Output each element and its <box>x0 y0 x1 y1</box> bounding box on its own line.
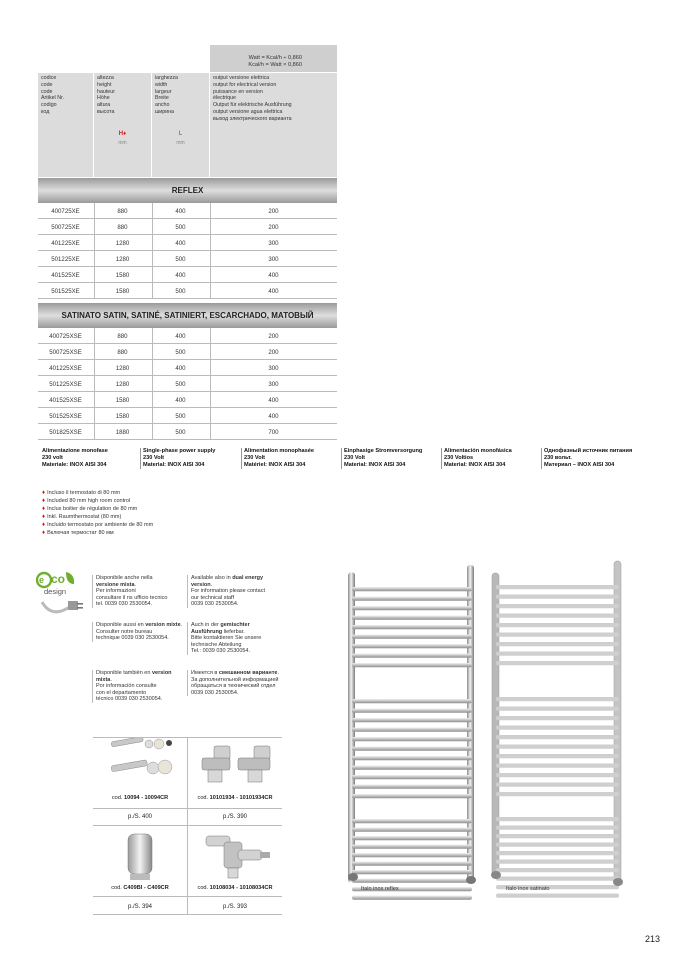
radiator-bar <box>496 707 619 711</box>
power-de-l1: Einphasige Stromversorgung <box>344 448 423 454</box>
header-height-column <box>94 73 151 177</box>
radiator-bar <box>352 635 472 639</box>
power-it-l3: Materiale: INOX AISI 304 <box>42 462 107 468</box>
cell-output: 400 <box>268 413 279 420</box>
header-code-de: Artikel Nr. <box>41 95 64 102</box>
cell-height: 1280 <box>115 256 130 263</box>
eco-de-tail: lieferbar. <box>222 628 245 635</box>
header-output-en: output for electrical version <box>213 81 277 88</box>
cell-code: 501525XSE <box>49 413 82 420</box>
eco-it-lead: Disponibile anche nella <box>96 575 153 581</box>
conversion-box <box>210 45 337 72</box>
radiator-bar <box>496 792 619 796</box>
section-title-reflex: REFLEX <box>38 178 337 203</box>
header-code-en: code <box>41 81 53 88</box>
power-de-l2: 230 Volt <box>344 455 366 461</box>
header-code-column <box>38 73 93 177</box>
accessory-code-1: cod. 10094 - 10094CR <box>111 795 169 801</box>
cell-output: 200 <box>268 208 279 215</box>
cell-width: 400 <box>175 240 186 247</box>
radiator-bar <box>496 826 619 830</box>
bullet-text: Включая термостат 80 мм <box>47 530 114 536</box>
cell-width: 500 <box>175 349 186 356</box>
radiator-bar <box>352 896 472 900</box>
bullet-text: Incluido termostato por ambiente de 80 mm <box>47 522 154 528</box>
diamond-icon: ♦ <box>42 530 46 536</box>
cell-height: 880 <box>117 349 128 356</box>
header-height-en: height <box>97 81 112 88</box>
cell-output: 400 <box>268 272 279 279</box>
cell-output: 300 <box>268 256 279 263</box>
radiator-bar <box>496 633 619 637</box>
power-it-l2: 230 volt <box>42 455 63 461</box>
eco-it-bold: versione mista <box>96 581 135 588</box>
cell-output: 200 <box>268 333 279 340</box>
cell-width: 500 <box>175 381 186 388</box>
accessory-page-3: p./S. 394 <box>127 904 153 910</box>
cell-code: 501525XE <box>51 288 80 295</box>
eco-info-it <box>92 575 186 608</box>
eco-de-body-2: technische Abteilung <box>191 641 242 648</box>
header-height-es: altura <box>97 102 111 109</box>
cell-code: 501225XSE <box>49 381 82 388</box>
conversion-line-2: Kcal/h = Watt × 0,860 <box>248 62 302 68</box>
header-width-fr: largeur <box>155 88 172 95</box>
cell-code: 500725XE <box>51 224 80 231</box>
eco-de-body-3: Tel.: 0039 030 2530054. <box>191 648 251 655</box>
header-width-ru: ширина <box>155 108 174 115</box>
svg-text:e: e <box>39 575 45 585</box>
power-it <box>40 448 135 469</box>
svg-text:design: design <box>44 587 67 596</box>
cell-code: 501225XE <box>51 256 80 263</box>
header-code-fr: code <box>41 88 53 95</box>
cell-height: 1280 <box>115 365 130 372</box>
cell-width: 400 <box>175 208 186 215</box>
table-row <box>38 424 337 440</box>
radiator-bar <box>496 783 619 787</box>
diamond-icon: ♦ <box>42 514 46 520</box>
bullet-en <box>42 498 130 504</box>
radiator-bar <box>352 879 472 883</box>
cell-code: 401525XE <box>51 272 80 279</box>
radiator-bar <box>352 663 472 667</box>
cell-height: 1580 <box>115 397 130 404</box>
bullet-ru <box>42 530 114 536</box>
radiator-bar <box>352 587 472 591</box>
radiator-bar <box>352 644 472 648</box>
radiator-bar <box>496 661 619 665</box>
diamond-icon: ♦ <box>42 498 46 504</box>
bullet-it <box>42 490 120 496</box>
cell-width: 400 <box>175 397 186 404</box>
bullet-fr <box>42 506 137 512</box>
accessory-page-4: p./S. 393 <box>222 904 248 910</box>
radiator-bar <box>496 843 619 847</box>
bullet-text: Included 80 mm high room control <box>47 498 131 504</box>
cell-code: 500725XSE <box>49 349 82 356</box>
eco-info-en <box>187 575 281 608</box>
header-width-column <box>152 73 209 177</box>
radiator-bar <box>352 597 472 601</box>
header-output-ru: выход электрического варианта <box>213 115 292 122</box>
header-code-es: codigo <box>41 102 57 109</box>
table-divider <box>152 328 153 440</box>
radiator-bar <box>352 794 472 798</box>
cell-width: 500 <box>175 256 186 263</box>
table-row <box>38 328 337 344</box>
radiator-bar <box>496 604 619 608</box>
header-output-de: Output für elektrische Ausführung <box>213 102 292 109</box>
cell-width: 500 <box>175 288 186 295</box>
header-output-it: output versione elettrica <box>213 75 270 81</box>
radiator-bar <box>496 817 619 821</box>
radiator-bar <box>496 595 619 599</box>
radiator-bar <box>496 697 619 701</box>
eco-design-logo <box>36 568 88 620</box>
header-width-es: ancho <box>155 102 170 109</box>
radiator-bar <box>352 616 472 620</box>
cell-height: 1580 <box>115 288 130 295</box>
radiator-bar <box>496 614 619 618</box>
radiator-bar <box>352 870 472 874</box>
table-row <box>38 392 337 408</box>
cell-height: 880 <box>117 208 128 215</box>
header-width-de: Breite <box>155 95 169 102</box>
eco-es-bold: version mixta <box>96 670 172 683</box>
cell-output: 700 <box>268 429 279 436</box>
eco-es-body-1: Por información consulte <box>96 683 157 690</box>
radiator-bar <box>352 756 472 760</box>
power-es-l1: Alimentación monofásica <box>444 448 512 454</box>
eco-info-ru <box>187 670 281 696</box>
cell-width: 400 <box>175 333 186 340</box>
header-output-es: output versione agua elettrica <box>213 108 283 115</box>
eco-en-body-1: For information please contact <box>191 588 265 595</box>
eco-de-lead: Auch in der <box>191 622 219 628</box>
header-output-fr2: électrique <box>213 95 236 102</box>
header-height-fr: hauteur <box>97 88 115 95</box>
table-row <box>38 344 337 360</box>
cell-width: 400 <box>175 272 186 279</box>
power-fr-l3: Matériel: INOX AISI 304 <box>244 462 306 468</box>
table-row <box>38 251 337 267</box>
bullet-text: Inclus boitier de régulation de 80 mm <box>47 506 138 512</box>
radiator-bar <box>352 766 472 770</box>
power-ru-l1: Однофазный источник питания <box>544 448 633 454</box>
radiator-bar <box>496 726 619 730</box>
dual-valve-image <box>202 828 277 884</box>
table-row <box>38 283 337 299</box>
height-symbol: H♦ <box>118 131 127 137</box>
power-es <box>441 448 536 469</box>
eco-fr-bold: version mixte <box>145 622 181 628</box>
table-divider <box>94 203 95 299</box>
eco-es-body-2: con el departamento <box>96 689 147 696</box>
cell-code: 401225XSE <box>49 365 82 372</box>
radiator-bar <box>496 652 619 656</box>
eco-it-body-2: consultare il ns ufficio tecnico <box>96 594 168 601</box>
header-height-de: Höhe <box>97 95 110 102</box>
eco-es-tail: . <box>110 676 112 683</box>
table-divider <box>210 328 211 440</box>
spec-table-header <box>38 45 337 177</box>
page-number: 213 <box>645 934 661 944</box>
accessory-page-1: p./S. 400 <box>127 814 153 820</box>
eco-ru-body-2: обращаться в технический отдел <box>191 683 276 690</box>
power-en-l2: 230 Volt <box>143 455 165 461</box>
cell-output: 300 <box>268 365 279 372</box>
valve-accessory-image <box>105 738 180 790</box>
radiator-bar <box>496 745 619 749</box>
radiator-bar <box>496 860 619 864</box>
cell-width: 500 <box>175 224 186 231</box>
radiator-bar <box>352 699 472 703</box>
radiator-bar <box>496 851 619 855</box>
width-unit: mm <box>176 140 185 146</box>
bullet-de <box>42 514 121 520</box>
radiator-bar <box>496 754 619 758</box>
cell-output: 300 <box>268 381 279 388</box>
section-title-satin: SATINATO SATIN, SATINÉ, SATINIERT, ESCARCHADO, МАТОВЫЙ <box>38 303 337 328</box>
accessory-code-2: cod. 10101934 - 10101934CR <box>197 795 273 801</box>
radiator-bar <box>352 728 472 732</box>
header-output-fr: puissance en version <box>213 88 263 95</box>
radiator-bar <box>352 862 472 866</box>
radiator-bar <box>352 819 472 823</box>
cell-height: 1280 <box>115 381 130 388</box>
cell-output: 300 <box>268 240 279 247</box>
table-row <box>38 408 337 424</box>
photo-caption-satinato: Italo inox satinato <box>506 886 550 892</box>
header-width-en: width <box>155 81 168 88</box>
accessory-code-3: cod. C409BI - C409CR <box>111 885 169 891</box>
radiator-bar <box>496 868 619 872</box>
cell-width: 500 <box>175 413 186 420</box>
radiator-bar <box>496 834 619 838</box>
radiator-bar <box>352 654 472 658</box>
radiator-bar <box>352 718 472 722</box>
table-divider <box>152 203 153 299</box>
table-row <box>38 376 337 392</box>
header-code-it: codice <box>41 75 57 81</box>
radiator-bar <box>352 709 472 713</box>
eco-en-tail: . <box>210 581 213 588</box>
cell-width: 400 <box>175 365 186 372</box>
accessory-page-2: p./S. 390 <box>222 814 248 820</box>
diamond-icon: ♦ <box>42 506 46 512</box>
cell-code: 401225XE <box>51 240 80 247</box>
cell-height: 880 <box>117 333 128 340</box>
eco-en-body-2: our technical staff <box>191 594 235 601</box>
cell-height: 1580 <box>115 413 130 420</box>
power-it-l1: Alimentazione monofase <box>42 448 108 454</box>
eco-fr-body-1: Consulter notre bureau <box>96 628 153 635</box>
eco-ru-body-1: За дополнительной информацией <box>191 676 279 683</box>
table-row <box>38 267 337 283</box>
eco-info-es <box>92 670 186 703</box>
radiator-satinato <box>491 561 623 898</box>
header-height-ru: высота <box>97 108 115 115</box>
eco-en-body-3: 0039 030 2530054. <box>191 601 239 608</box>
diamond-icon: ♦ <box>42 522 46 528</box>
radiator-bar <box>352 606 472 610</box>
eco-it-tail: . <box>134 581 137 588</box>
radiator-reflex <box>348 565 476 900</box>
radiator-bar <box>352 853 472 857</box>
radiator-bar <box>496 894 619 898</box>
eco-fr-body-2: technique 0039 030 2530054. <box>96 635 169 642</box>
power-ru-l3: Материал – INOX AISI 304 <box>544 462 615 468</box>
diamond-icon: ♦ <box>42 490 46 496</box>
grid-line <box>93 914 282 915</box>
radiator-bar <box>352 775 472 779</box>
power-en-l1: Single-phase power supply <box>143 448 216 454</box>
table-row <box>38 219 337 235</box>
eco-ru-lead: Имеется в <box>191 670 218 676</box>
radiator-bar <box>352 785 472 789</box>
power-en <box>140 448 235 469</box>
eco-info-de <box>187 622 281 655</box>
cell-height: 1580 <box>115 272 130 279</box>
svg-text:co: co <box>51 572 66 586</box>
cell-code: 400725XE <box>51 208 80 215</box>
eco-it-body-3: tel. 0039 030 2530054. <box>96 601 153 608</box>
power-fr-l1: Alimentation monophasée <box>244 448 314 454</box>
radiator-bar <box>496 716 619 720</box>
radiator-bar <box>352 747 472 751</box>
cell-output: 200 <box>268 349 279 356</box>
eco-plug-icon <box>36 568 88 620</box>
eco-es-body-3: técnico 0039 030 2530054. <box>96 696 163 703</box>
power-es-l2: 230 Voltios <box>444 455 474 461</box>
power-en-l3: Material: INOX AISI 304 <box>143 462 205 468</box>
eco-ru-bold: смешанном варианте <box>218 670 278 676</box>
power-ru-l2: 230 вольт. <box>544 455 572 461</box>
radiator-bar <box>352 737 472 741</box>
cell-code: 400725XSE <box>49 333 82 340</box>
eco-fr-tail: . <box>180 622 183 628</box>
cell-width: 500 <box>175 429 186 436</box>
header-code-ru: код <box>41 108 50 115</box>
cell-code: 401525XSE <box>49 397 82 404</box>
eco-ru-body-3: 0039 030 2530054. <box>191 689 239 696</box>
radiator-bar <box>496 773 619 777</box>
cell-output: 200 <box>268 224 279 231</box>
power-fr-l2: 230 Volt <box>244 455 266 461</box>
eco-de-bold: gemischter Ausführung <box>191 622 250 635</box>
table-row <box>38 203 337 219</box>
eco-en-lead: Available also in <box>191 575 231 581</box>
cell-height: 880 <box>117 224 128 231</box>
width-symbol: L <box>178 131 183 137</box>
table-divider <box>210 203 211 299</box>
radiator-bar <box>352 625 472 629</box>
accessory-code-4: cod. 10108034 - 10108034CR <box>197 885 273 891</box>
radiator-bar <box>352 828 472 832</box>
header-output-column <box>210 73 337 177</box>
cell-output: 400 <box>268 288 279 295</box>
cell-height: 1880 <box>115 429 130 436</box>
angle-valve-image <box>198 740 280 790</box>
table-row <box>38 360 337 376</box>
radiator-bar <box>352 836 472 840</box>
height-unit: mm <box>118 140 127 146</box>
radiator-bar <box>352 845 472 849</box>
bullet-es <box>42 522 153 528</box>
thermostat-knob-image <box>120 830 160 885</box>
power-es-l3: Material: INOX AISI 304 <box>444 462 506 468</box>
cell-height: 1280 <box>115 240 130 247</box>
bullet-text: Inkl. Raumthermostat (80 mm) <box>47 514 122 520</box>
header-height-it: altezza <box>97 75 114 81</box>
radiator-bar <box>496 623 619 627</box>
eco-it-body-1: Per informazioni <box>96 588 136 595</box>
radiator-bar <box>496 764 619 768</box>
cell-code: 501825XSE <box>49 429 82 436</box>
eco-de-body-1: Bitte kontaktieren Sie unsere <box>191 635 262 642</box>
cell-output: 400 <box>268 397 279 404</box>
conversion-line-1: Watt = Kcal/h ÷ 0,860 <box>248 55 302 61</box>
table-row <box>38 235 337 251</box>
power-de <box>341 448 436 469</box>
photo-caption-reflex: Italo inox reflex <box>361 886 399 892</box>
eco-fr-lead: Disponible aussi en <box>96 622 144 628</box>
radiator-bar <box>496 642 619 646</box>
table-divider <box>94 328 95 440</box>
radiator-bar <box>496 585 619 589</box>
eco-ru-tail: . <box>277 670 279 676</box>
eco-en-bold: dual energy version <box>191 575 264 588</box>
radiator-bar <box>496 877 619 881</box>
header-width-it: larghezza <box>155 75 178 81</box>
power-fr <box>241 448 336 469</box>
eco-es-lead: Disponible también en <box>96 670 151 676</box>
eco-info-fr <box>92 622 186 642</box>
towel-radiator-photos <box>340 555 635 900</box>
bullet-text: Incluso il termostato di 80 mm <box>47 490 121 496</box>
power-ru <box>541 448 641 469</box>
power-de-l3: Material: INOX AISI 304 <box>344 462 406 468</box>
radiator-bar <box>496 735 619 739</box>
